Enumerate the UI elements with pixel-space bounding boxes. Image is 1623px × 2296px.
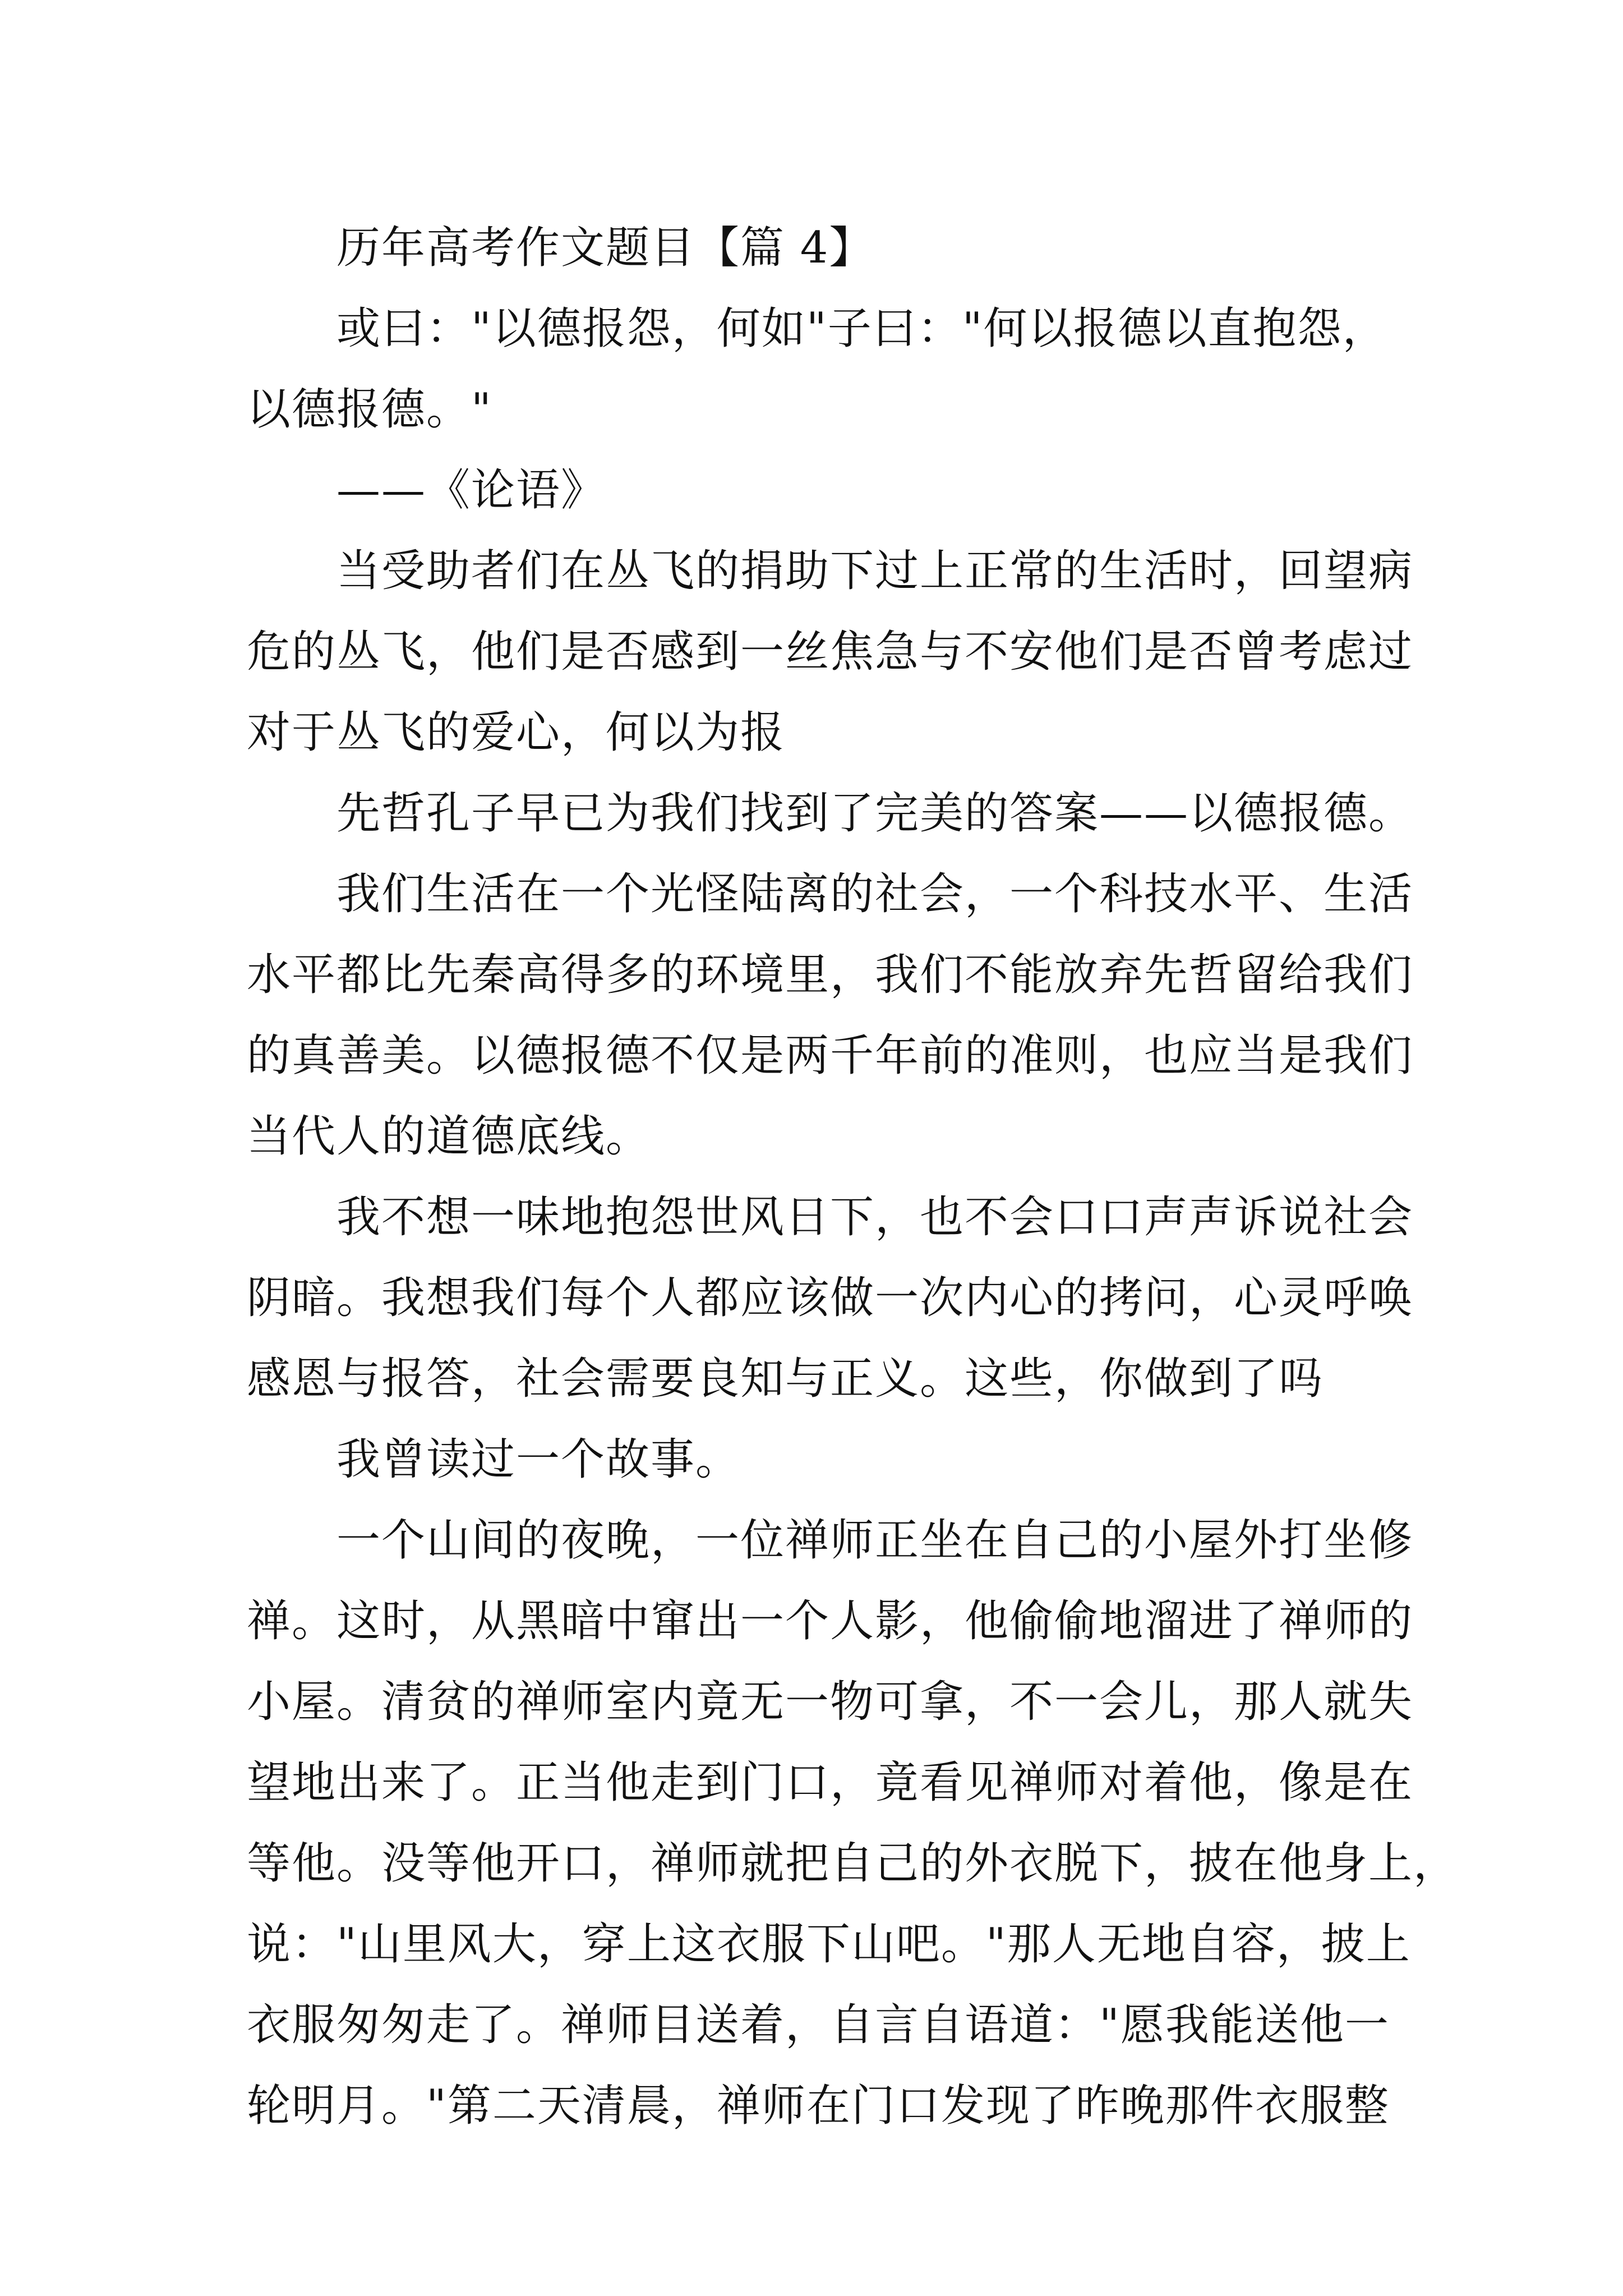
document-title: 历年高考作文题目【篇 4】 bbox=[336, 223, 874, 273]
paragraph bbox=[247, 773, 1414, 854]
text-line: 或曰："以德报怨，何如"子曰："何以报德以直抱怨， bbox=[336, 303, 1387, 354]
quote-block bbox=[247, 288, 1396, 450]
document-body bbox=[247, 208, 1459, 2146]
text-line: 先哲孔子早已为我们找到了完美的答案——以德报德。 bbox=[336, 788, 1414, 839]
text-line: 阴暗。我想我们每个人都应该做一次内心的拷问，心灵呼唤 bbox=[247, 1273, 1414, 1323]
paragraph bbox=[247, 854, 1414, 1177]
quote-source bbox=[247, 450, 1396, 531]
paragraph bbox=[247, 531, 1414, 773]
text-line: 感恩与报答，社会需要良知与正义。这些，你做到了吗 bbox=[247, 1354, 1324, 1404]
text-line: 我们生活在一个光怪陆离的社会，一个科技水平、生活 bbox=[336, 869, 1414, 919]
text-line: 衣服匆匆走了。禅师目送着，自言自语道："愿我能送他一 bbox=[247, 2000, 1390, 2050]
text-line: 我不想一味地抱怨世风日下，也不会口口声声诉说社会 bbox=[336, 1192, 1414, 1243]
paragraph bbox=[247, 1177, 1414, 1419]
text-line: 小屋。清贫的禅师室内竟无一物可拿，不一会儿，那人就失 bbox=[247, 1677, 1414, 1727]
text-line: 说："山里风大，穿上这衣服下山吧。"那人无地自容，披上 bbox=[247, 1919, 1411, 1970]
text-line: 我曾读过一个故事。 bbox=[336, 1434, 741, 1485]
text-line: 等他。没等他开口，禅师就把自己的外衣脱下，披在他身上， bbox=[247, 1838, 1459, 1889]
text-line: 当受助者们在丛飞的捐助下过上正常的生活时，回望病 bbox=[336, 546, 1414, 596]
paragraph bbox=[247, 1500, 1459, 2146]
text-line: ——《论语》 bbox=[336, 465, 606, 516]
text-line: 以德报德。" bbox=[247, 384, 492, 435]
text-line: 轮明月。"第二天清晨，禅师在门口发现了昨晚那件衣服整 bbox=[247, 2081, 1390, 2131]
text-line: 当代人的道德底线。 bbox=[247, 1111, 651, 1162]
text-line: 望地出来了。正当他走到门口，竟看见禅师对着他，像是在 bbox=[247, 1757, 1414, 1808]
text-line: 危的丛飞，他们是否感到一丝焦急与不安他们是否曾考虑过 bbox=[247, 627, 1414, 677]
text-line: 对于丛飞的爱心，何以为报 bbox=[247, 707, 786, 758]
text-line: 禅。这时，从黑暗中窜出一个人影，他偷偷地溜进了禅师的 bbox=[247, 1596, 1414, 1646]
text-line: 的真善美。以德报德不仅是两千年前的准则，也应当是我们 bbox=[247, 1030, 1414, 1081]
text-line: 水平都比先秦高得多的环境里，我们不能放弃先哲留给我们 bbox=[247, 950, 1414, 1000]
text-line: 一个山间的夜晚，一位禅师正坐在自己的小屋外打坐修 bbox=[336, 1515, 1414, 1566]
paragraph bbox=[247, 1419, 1396, 1500]
